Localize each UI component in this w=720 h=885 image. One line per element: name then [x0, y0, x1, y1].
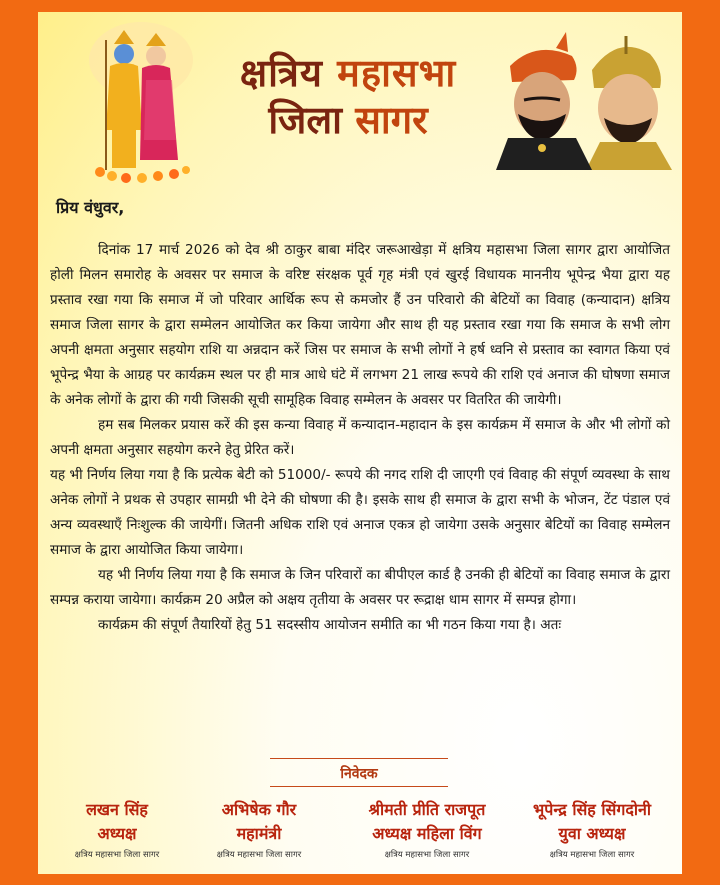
signer-org: क्षत्रिय महासभा जिला सागर	[216, 850, 302, 860]
signer-name: श्रीमती प्रीति राजपूत	[368, 800, 486, 819]
signer-name: भूपेन्द्र सिंह सिंगदोनी	[532, 800, 651, 819]
title-word-kshatriya: क्षत्रिय	[239, 51, 338, 95]
warrior-portraits-illustration	[496, 30, 674, 170]
title-word-sagar: सागर	[355, 98, 428, 142]
org-title	[188, 50, 508, 144]
signoff-label: निवेदक	[340, 766, 378, 782]
letter-paragraph: यह भी निर्णय लिया गया है कि प्रत्येक बेटी को 51000/- रूपये की नगद राशि दी जाएगी एवं विवाह की संपूर्ण व्यवस्था के साथ अनेक लोगों ने प्रथक से उपहार सामग्री भी देने की घोषणा की है। इसके साथ ही समाज के द्वारा सभी के भोजन, टेंट पंडाल एवं अन्य व्यवस्थाएँ निःशुल्क की जायेगीं। जितनी अधिक राशि एवं अनाज एकत्र हो जायेगा उसके अनुसार बेटियों का विवाह सम्मेलन समाज के द्वारा आयोजित किया जायेगा।	[50, 467, 670, 558]
signoff-divider-bottom	[270, 786, 448, 787]
signer-block	[184, 798, 334, 862]
letter-paragraph: दिनांक 17 मार्च 2026 को देव श्री ठाकुर बाबा मंदिर जरूआखेड़ा में क्षत्रिय महासभा जिला सागर द्वारा आयोजित होली मिलन समारोह के अवसर पर समाज के वरिष्ट संरक्षक पूर्व गृह मंत्री एवं खुरई विधायक माननीय भूपेन्द्र भैया द्वारा यह प्रस्ताव रखा गया कि समाज में जो परिवार आर्थिक रूप से कमजोर हैं उन परिवारो की बेटियों का विवाह (कन्यादान) क्षत्रिय समाज जिला सागर के द्वारा सम्मेलन आयोजित कर किया जायेगा और साथ ही यह प्रस्ताव रखा गया कि समाज के सभी लोग अपनी क्षमता अनुसार सहयोग राशि या अन्नदान करें जिस पर समाज के सभी लोगों ने हर्ष ध्वनि से प्रस्ताव का स्वागत किया एवं भूपेन्द्र भैया के आग्रह पर कार्यक्रम स्थल पर ही मात्र आधे घंटे में लगभग 21 लाख रूपये की राशि एवं अनाज की घोषणा समाज के अनेक लोगों के द्वारा की गयी जिसकी सूची सामूहिक विवाह सम्मेलन के अवसर पर वितरित की जायेगी।	[50, 242, 670, 408]
letter-paragraph: कार्यक्रम की संपूर्ण तैयारियों हेतु 51 सदस्सीय आयोजन समीति का भी गठन किया गया है। अतः	[98, 617, 562, 633]
signer-org: क्षत्रिय महासभा जिला सागर	[74, 850, 160, 860]
ram-sita-illustration	[86, 20, 196, 185]
title-word-jila: जिला	[268, 98, 356, 142]
signer-role: महामंत्री	[236, 824, 282, 843]
signoff-divider-top	[270, 758, 448, 759]
signer-org: क्षत्रिय महासभा जिला सागर	[549, 850, 635, 860]
signer-name: लखन सिंह	[86, 800, 148, 819]
signer-org: क्षत्रिय महासभा जिला सागर	[384, 850, 470, 860]
signer-role: युवा अध्यक्ष	[558, 824, 626, 843]
signer-name: अभिषेक गौर	[221, 800, 297, 819]
letter-body	[50, 238, 670, 638]
letter-paragraph: यह भी निर्णय लिया गया है कि समाज के जिन परिवारों का बीपीएल कार्ड है उनकी ही बेटियों का विवाह समाज के द्वारा सम्पन्न कराया जायेगा। कार्यक्रम 20 अप्रैल को अक्षय तृतीया के अवसर पर रूद्राक्ष धाम सागर में सम्पन्न होगा।	[50, 567, 670, 608]
letter-card	[38, 12, 682, 874]
signer-role: अध्यक्ष	[97, 824, 137, 843]
signer-block	[504, 798, 680, 862]
letter-paragraph: हम सब मिलकर प्रयास करें की इस कन्या विवाह में कन्यादान-महादान के इस कार्यक्रम में समाज के और भी लोगों को अपनी क्षमता अनुसार सहयोग करने हेतु प्रेरित करें।	[50, 417, 670, 458]
signers-row	[38, 798, 682, 874]
signer-role: अध्यक्ष महिला विंग	[372, 824, 482, 843]
title-word-mahasabha: महासभा	[337, 51, 457, 95]
salutation: प्रिय वंधुवर,	[56, 198, 125, 217]
letter-header	[38, 12, 682, 187]
signer-block	[42, 798, 192, 862]
signer-block	[334, 798, 520, 862]
